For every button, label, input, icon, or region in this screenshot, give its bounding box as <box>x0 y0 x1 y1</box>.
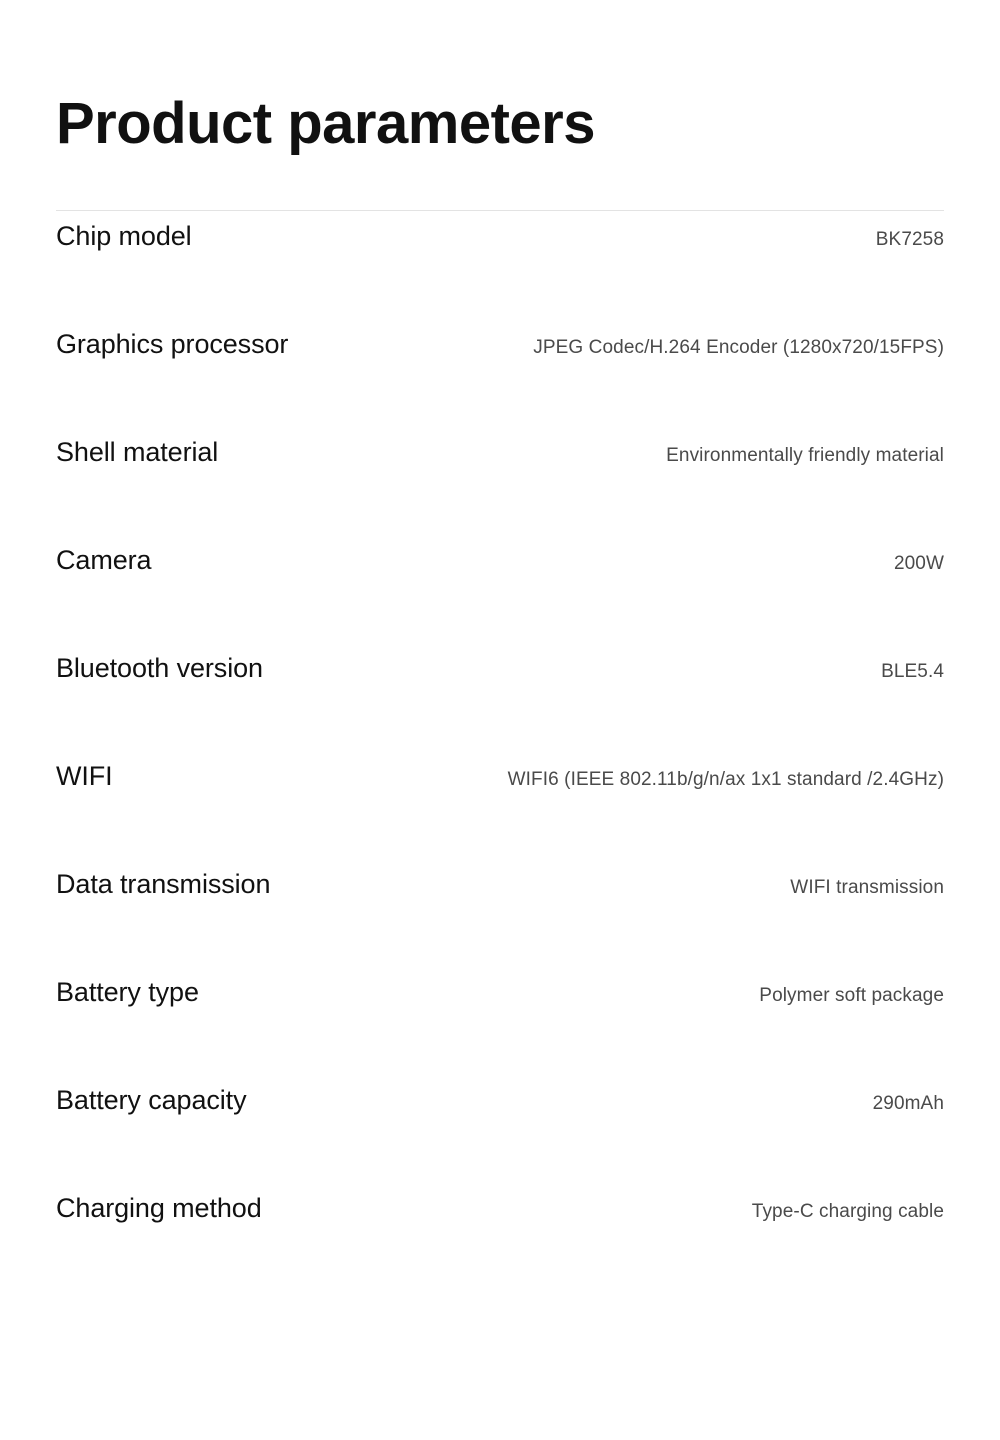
table-row <box>56 545 944 653</box>
table-row <box>56 329 944 437</box>
table-row <box>56 221 944 329</box>
spec-label: Shell material <box>56 436 219 467</box>
spec-value: 200W <box>893 552 944 574</box>
title-divider <box>56 210 944 211</box>
spec-label: Battery type <box>56 976 199 1007</box>
table-row <box>56 653 944 761</box>
spec-value: Polymer soft package <box>759 984 944 1006</box>
spec-label: Battery capacity <box>56 1084 247 1115</box>
spec-value: BK7258 <box>875 228 944 250</box>
table-row <box>56 437 944 545</box>
table-row <box>56 1085 944 1193</box>
spec-value: WIFI transmission <box>790 876 944 898</box>
table-row <box>56 977 944 1085</box>
spec-label: Graphics processor <box>56 328 289 359</box>
table-row <box>56 1193 944 1301</box>
spec-value: Type-C charging cable <box>751 1200 944 1222</box>
spec-label: Bluetooth version <box>56 652 263 683</box>
spec-label: Data transmission <box>56 868 271 899</box>
specifications-table <box>34 221 966 1301</box>
table-row <box>56 869 944 977</box>
spec-value: BLE5.4 <box>881 660 944 682</box>
page-title: Product parameters <box>56 91 595 156</box>
spec-value: Environmentally friendly material <box>666 444 944 466</box>
spec-label: WIFI <box>56 760 113 791</box>
spec-label: Charging method <box>56 1192 262 1223</box>
table-row <box>56 761 944 869</box>
spec-value: WIFI6 (IEEE 802.11b/g/n/ax 1x1 standard /2.4GHz) <box>507 768 944 790</box>
spec-label: Chip model <box>56 220 192 251</box>
spec-label: Camera <box>56 544 152 575</box>
spec-value: JPEG Codec/H.264 Encoder (1280x720/15FPS) <box>533 336 944 358</box>
spec-value: 290mAh <box>872 1092 944 1114</box>
